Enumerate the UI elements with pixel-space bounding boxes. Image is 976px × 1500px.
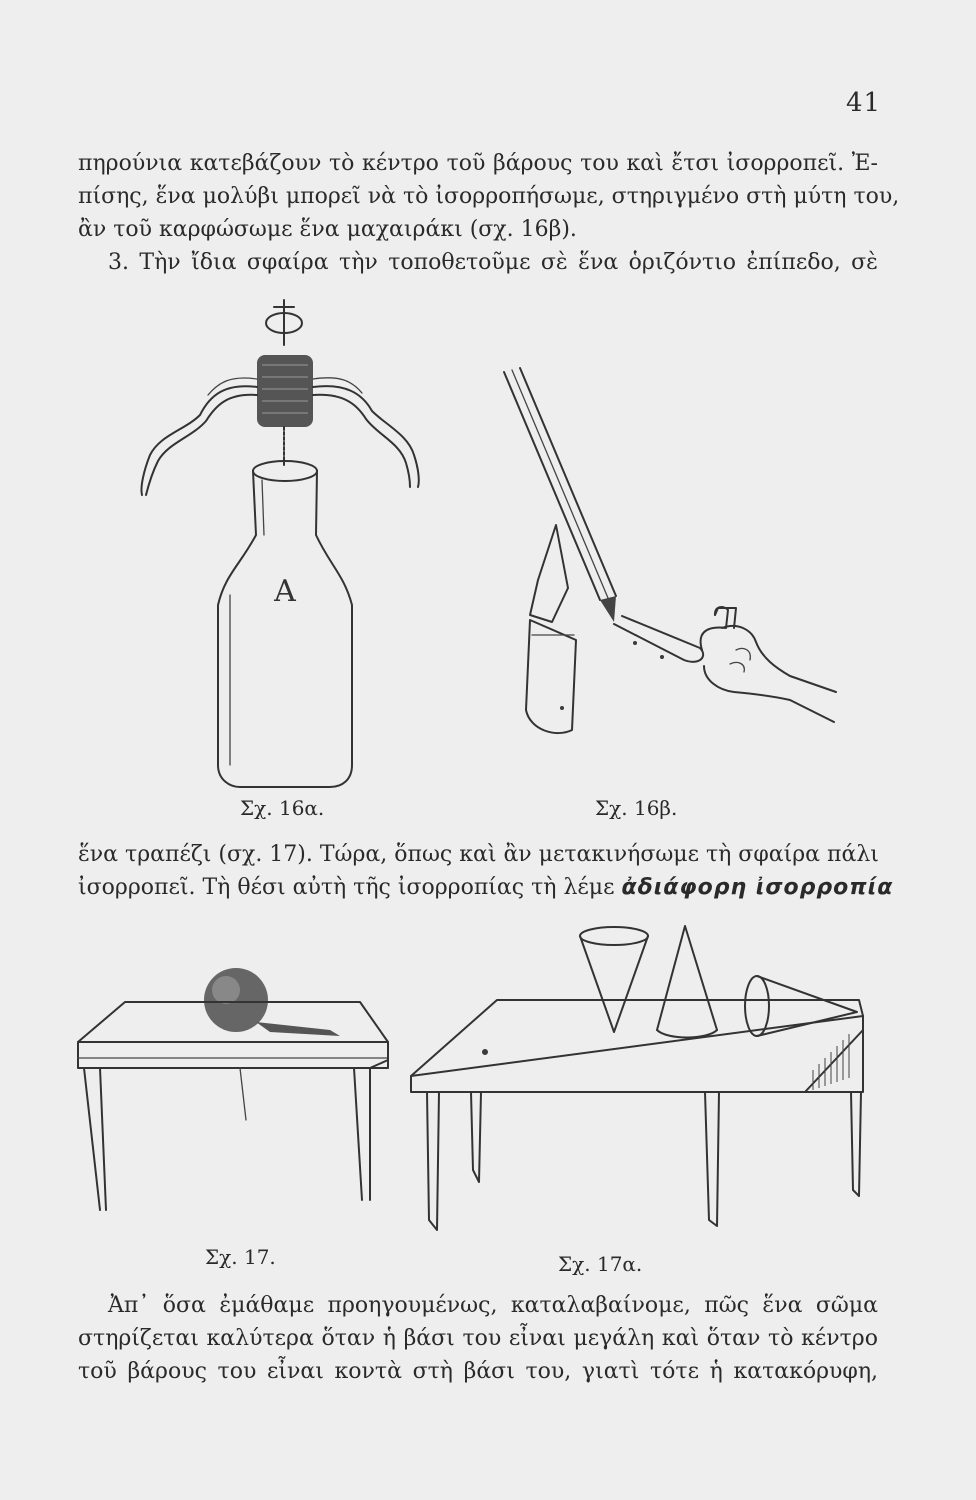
figure-16a-caption: Σχ. 16α. (240, 796, 325, 820)
page-number: 41 (846, 88, 882, 118)
figure-17-caption: Σχ. 17. (205, 1245, 276, 1269)
paragraph-bottom (78, 1289, 878, 1388)
upright-cone-icon (657, 926, 717, 1038)
pencil-icon (504, 368, 616, 622)
small-table-icon (78, 1002, 388, 1210)
figure-16a-bottle-illustration (130, 295, 440, 795)
figure-17a-cones-table-illustration (405, 920, 885, 1250)
left-fork-icon (141, 378, 257, 495)
figure-17a-caption: Σχ. 17α. (558, 1252, 643, 1276)
paragraph-top-line-2: πίσης, ἕνα μολύβι μπορεῖ νὰ τὸ ἰσορροπήσωμε, στηριγμένο στὴ μύτη του, (78, 184, 900, 209)
right-fork-icon (313, 378, 419, 487)
sideways-cone-icon (745, 976, 857, 1036)
figure-16b-pencil-illustration (490, 360, 870, 760)
cork-icon (257, 355, 313, 427)
paragraph-top (78, 147, 900, 279)
penknife-icon (526, 525, 576, 733)
figure-17-sphere-table-illustration (70, 960, 410, 1240)
large-table-icon (411, 1000, 863, 1230)
paragraph-top-line-1: πηρούνια κατεβάζουν τὸ κέντρο τοῦ βάρους του καὶ ἔτσι ἰσορροπεῖ. Ἐ- (78, 151, 878, 176)
hand-icon (614, 607, 836, 722)
paragraph-middle-line-2 (78, 871, 894, 904)
indifferent-equilibrium-term: ἀδιάφορη ἰσορροπία (621, 875, 894, 900)
figure-16b-caption: Σχ. 16β. (595, 796, 678, 820)
paragraph-top-line-4: 3. Τὴν ἴδια σφαίρα τὴν τοποθετοῦμε σὲ ἕνα ὁριζόντιο ἐπίπεδο, σὲ (108, 250, 878, 275)
paragraph-top-line-3: ἂν τοῦ καρφώσωμε ἕνα μαχαιράκι (σχ. 16β). (78, 217, 577, 242)
paragraph-bottom-line-1: Ἀπ᾿ ὅσα ἐμάθαμε προηγουμένως, καταλαβαίνομε, πῶς ἕνα σῶμα (108, 1293, 878, 1318)
bottle-label: Α (274, 574, 296, 609)
paragraph-bottom-line-2: στηρίζεται καλύτερα ὅταν ἡ βάσι του εἶναι μεγάλη καὶ ὅταν τὸ κέντρο (78, 1326, 878, 1351)
inverted-cone-icon (580, 927, 648, 1032)
bottle-icon (218, 461, 352, 787)
paragraph-middle-line-2-text: ἰσορροπεῖ. Τὴ θέσι αὐτὴ τῆς ἰσορροπίας τὴ λέμε (78, 875, 615, 900)
pin-icon (266, 300, 302, 345)
paragraph-middle-line-1: ἕνα τραπέζι (σχ. 17). Τώρα, ὅπως καὶ ἂν μετακινήσωμε τὴ σφαίρα πάλι (78, 842, 879, 867)
paragraph-bottom-line-3: τοῦ βάρους του εἶναι κοντὰ στὴ βάσι του, γιατὶ τότε ἡ κατακόρυφη, (78, 1359, 878, 1384)
paragraph-middle (78, 838, 894, 904)
